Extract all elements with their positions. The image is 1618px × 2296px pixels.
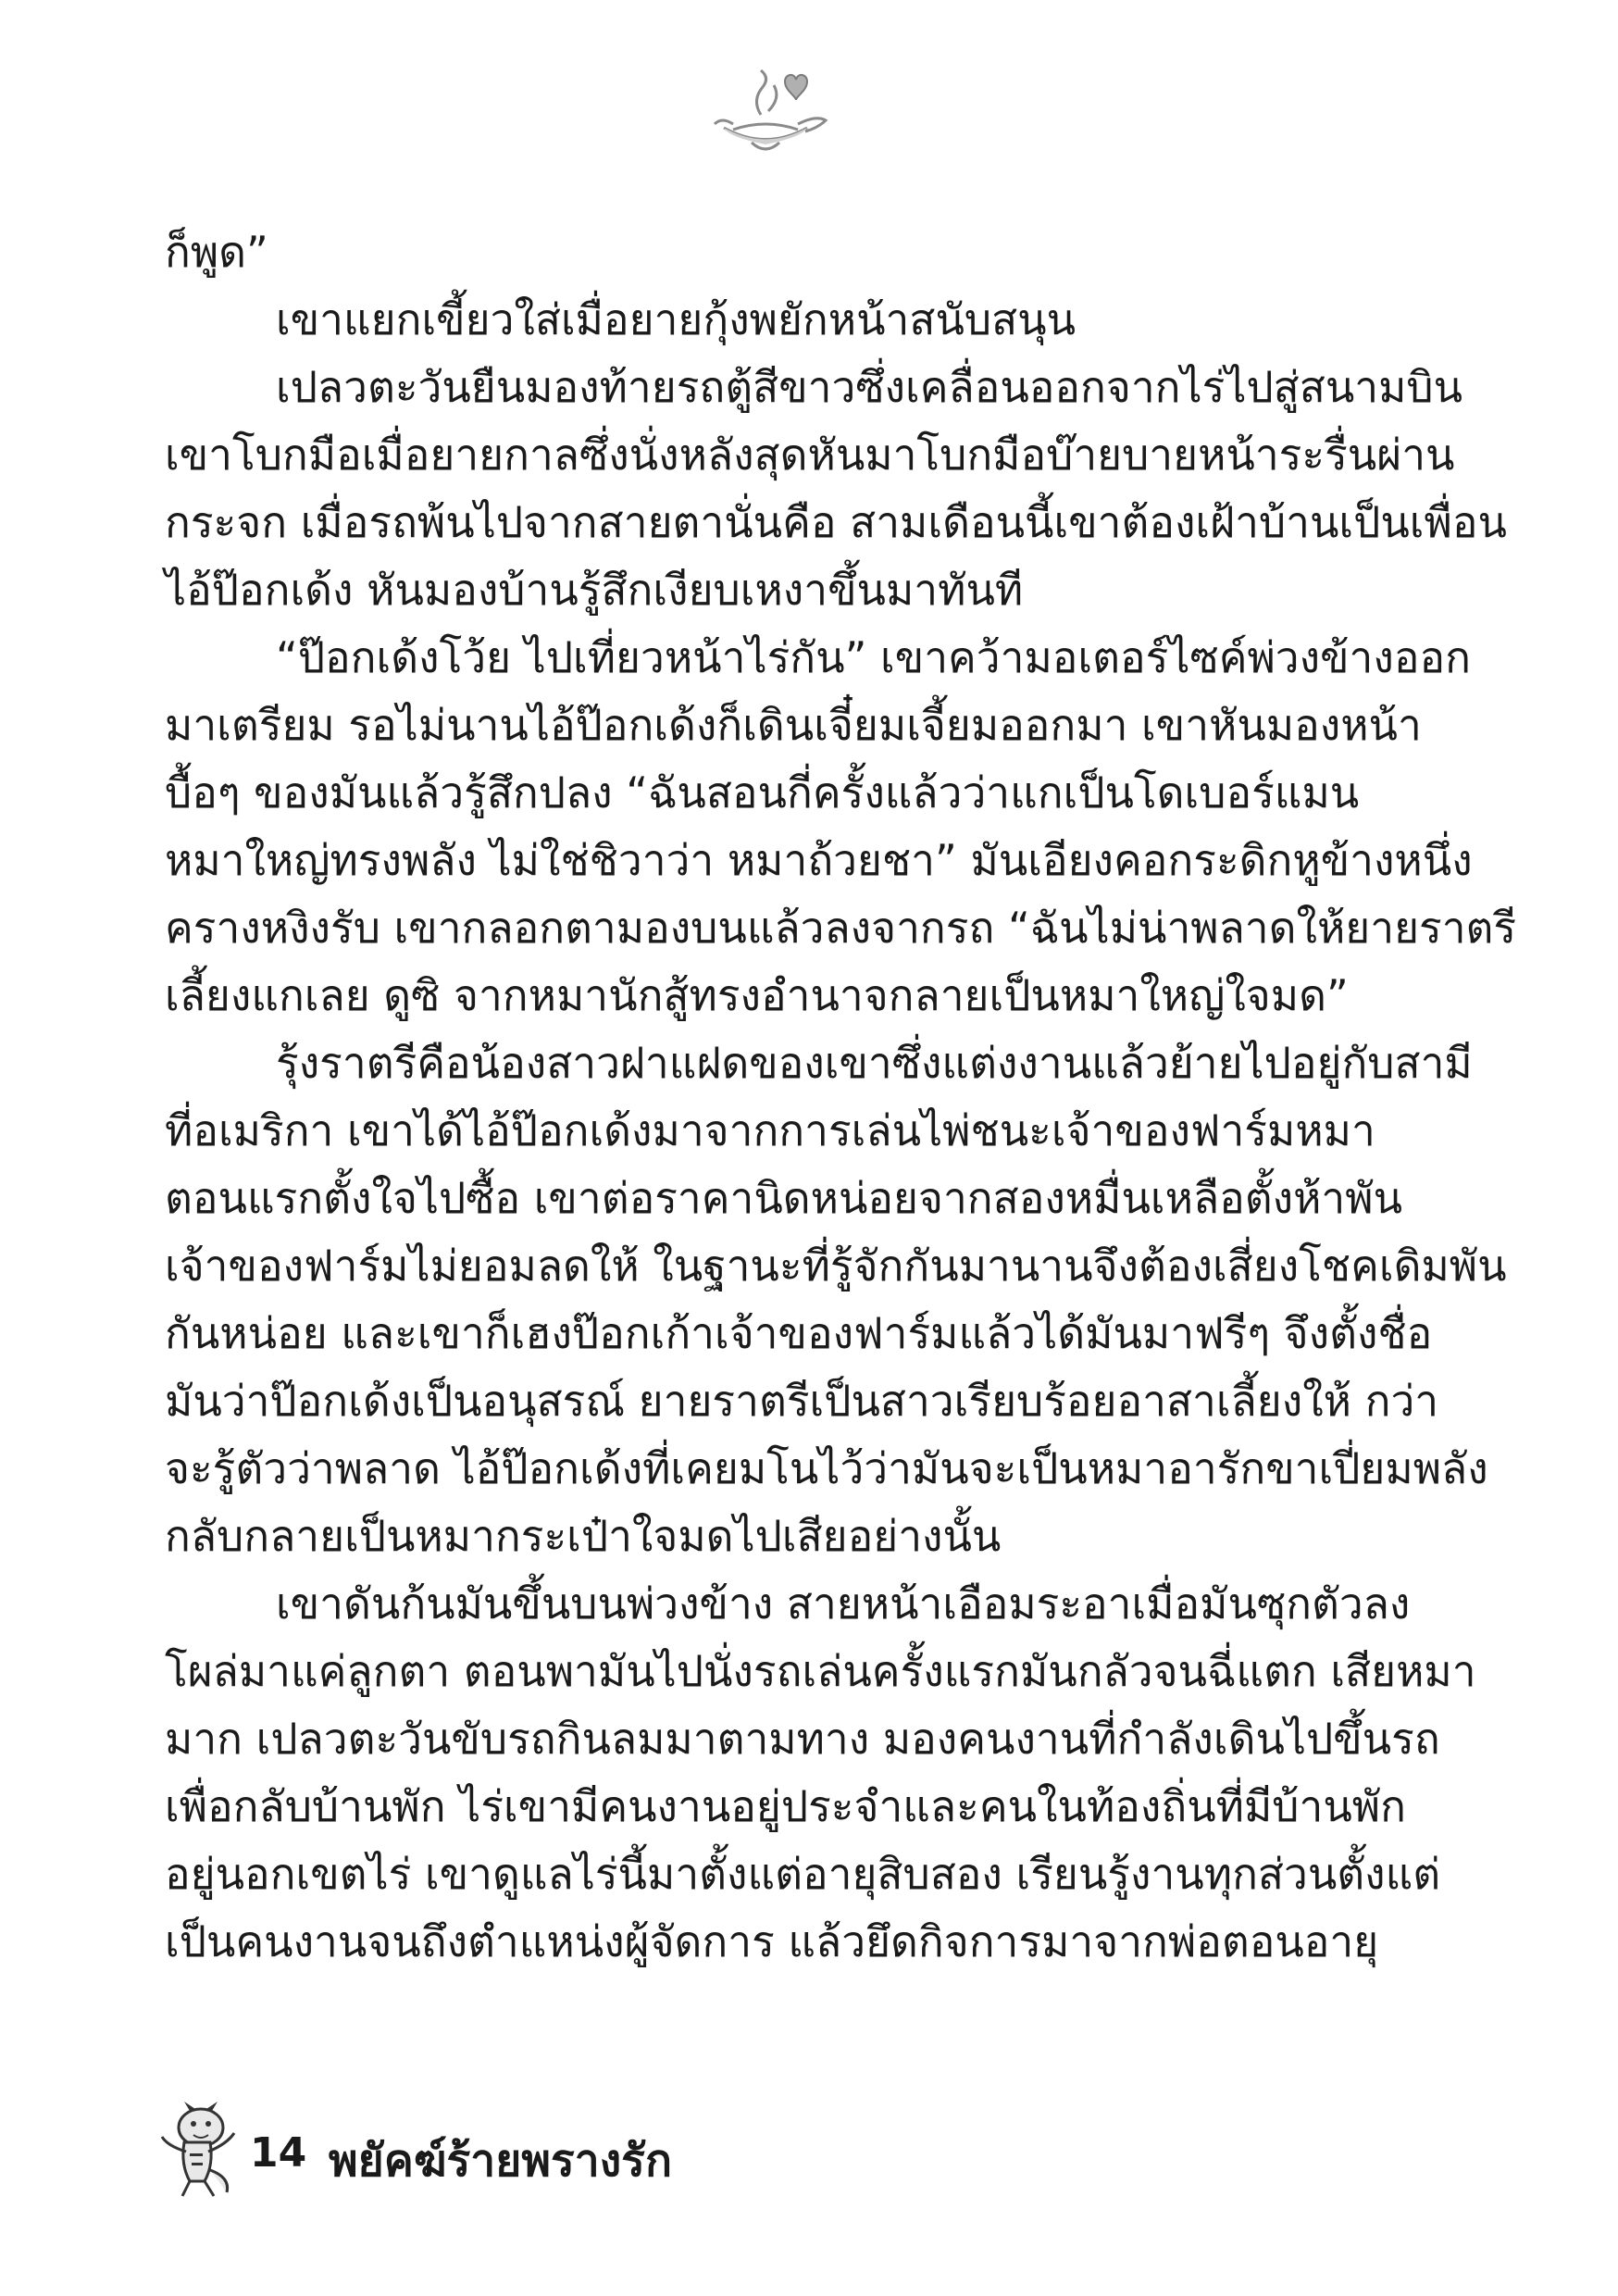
text-line: เจ้าของฟาร์มไม่ยอมลดให้ ในฐานะที่รู้จักกันมานานจึงต้องเสี่ยงโชคเดิมพัน bbox=[165, 1241, 1507, 1291]
text-line: เขาดันก้นมันขึ้นบนพ่วงข้าง สายหน้าเอือมระอาเมื่อมันซุกตัวลง bbox=[276, 1578, 1411, 1628]
text-line: กระจก เมื่อรถพ้นไปจากสายตานั่นคือ สามเดือนนี้เขาต้องเฝ้าบ้านเป็นเพื่อน bbox=[165, 497, 1507, 547]
text-line: กลับกลายเป็นหมากระเป๋าใจมดไปเสียอย่างนั้น bbox=[165, 1511, 1002, 1561]
cartoon-tiger-icon bbox=[153, 2100, 242, 2202]
text-line: อยู่นอกเขตไร่ เขาดูแลไร่นี้มาตั้งแต่อายุสิบสอง เรียนรู้งานทุกส่วนตั้งแต่ bbox=[165, 1849, 1441, 1899]
text-line: มาเตรียม รอไม่นานไอ้ป๊อกเด้งก็เดินเจี๋ยมเจี้ยมออกมา เขาหันมองหน้า bbox=[165, 700, 1422, 750]
text-line: รุ้งราตรีคือน้องสาวฝาแฝดของเขาซึ่งแต่งงานแล้วย้ายไปอยู่กับสามี bbox=[276, 1038, 1473, 1088]
text-line: เขาแยกเขี้ยวใส่เมื่อยายกุ้งพยักหน้าสนับสนุน bbox=[276, 294, 1077, 344]
lamp-with-heart-icon bbox=[696, 63, 835, 165]
text-line: “ป๊อกเด้งโว้ย ไปเที่ยวหน้าไร่กัน” เขาคว้ามอเตอร์ไซค์พ่วงข้างออก bbox=[276, 632, 1471, 682]
text-line: มันว่าป๊อกเด้งเป็นอนุสรณ์ ยายราตรีเป็นสาวเรียบร้อยอาสาเลี้ยงให้ กว่า bbox=[165, 1376, 1439, 1426]
page-number: 14 bbox=[250, 2129, 307, 2177]
text-line: ตอนแรกตั้งใจไปซื้อ เขาต่อราคานิดหน่อยจากสองหมื่นเหลือตั้งห้าพัน bbox=[165, 1173, 1403, 1223]
text-line: ครางหงิงรับ เขากลอกตามองบนแล้วลงจากรถ “ฉันไม่น่าพลาดให้ยายราตรี bbox=[165, 903, 1517, 953]
text-line: โผล่มาแค่ลูกตา ตอนพามันไปนั่งรถเล่นครั้งแรกมันกลัวจนฉี่แตก เสียหมา bbox=[165, 1646, 1476, 1696]
text-line: ก็พูด” bbox=[165, 227, 268, 277]
text-line: กันหน่อย และเขาก็เฮงป๊อกเก้าเจ้าของฟาร์มแล้วได้มันมาฟรีๆ จึงตั้งชื่อ bbox=[165, 1308, 1433, 1358]
text-line: มาก เปลวตะวันขับรถกินลมมาตามทาง มองคนงานที่กำลังเดินไปขึ้นรถ bbox=[165, 1714, 1440, 1764]
text-line: ไอ้ป๊อกเด้ง หันมองบ้านรู้สึกเงียบเหงาขึ้นมาทันที bbox=[165, 565, 1024, 615]
book-title: พยัคฆ์ร้ายพรางรัก bbox=[329, 2135, 673, 2187]
text-line: เพื่อกลับบ้านพัก ไร่เขามีคนงานอยู่ประจำและคนในท้องถิ่นที่มีบ้านพัก bbox=[165, 1781, 1406, 1831]
text-line: หมาใหญ่ทรงพลัง ไม่ใช่ชิวาว่า หมาถ้วยชา” มันเอียงคอกระดิกหูข้างหนึ่ง bbox=[165, 835, 1473, 885]
text-line: จะรู้ตัวว่าพลาด ไอ้ป๊อกเด้งที่เคยมโนไว้ว่ามันจะเป็นหมาอารักขาเปี่ยมพลัง bbox=[165, 1443, 1488, 1493]
text-line: ที่อเมริกา เขาได้ไอ้ป๊อกเด้งมาจากการเล่นไพ่ชนะเจ้าของฟาร์มหมา bbox=[165, 1105, 1375, 1155]
text-line: เขาโบกมือเมื่อยายกาลซึ่งนั่งหลังสุดหันมาโบกมือบ๊ายบายหน้าระรื่นผ่าน bbox=[165, 430, 1455, 480]
page-footer bbox=[153, 2100, 986, 2202]
text-line: เลี้ยงแกเลย ดูซิ จากหมานักสู้ทรงอำนาจกลายเป็นหมาใหญ่ใจมด” bbox=[165, 970, 1349, 1020]
text-line: บื้อๆ ของมันแล้วรู้สึกปลง “ฉันสอนกี่ครั้งแล้วว่าแกเป็นโดเบอร์แมน bbox=[165, 767, 1360, 817]
body-text bbox=[165, 218, 1517, 1976]
text-line: เป็นคนงานจนถึงตำแหน่งผู้จัดการ แล้วยึดกิจการมาจากพ่อตอนอายุ bbox=[165, 1916, 1379, 1966]
text-line: เปลวตะวันยืนมองท้ายรถตู้สีขาวซึ่งเคลื่อนออกจากไร่ไปสู่สนามบิน bbox=[276, 362, 1463, 412]
